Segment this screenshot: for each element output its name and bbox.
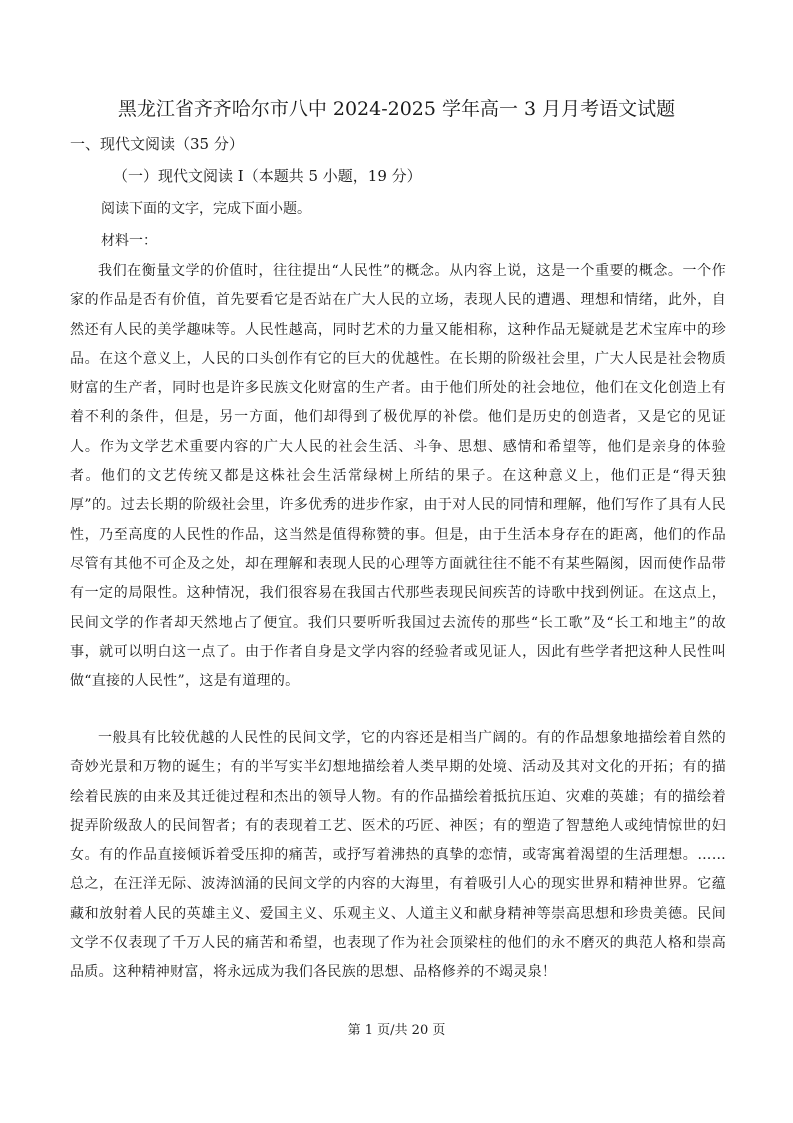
section-heading: 一、现代文阅读（35 分）	[70, 135, 244, 153]
body-paragraph: 一般具有比较优越的人民性的民间文学，它的内容还是相当广阔的。有的作品想象地描绘着自然的奇妙光景和万物的诞生；有的半写实半幻想地描绘着人类早期的处境、活动及其对文化的开拓；有的描绘着民族的由来及其迁徙过程和杰出的领导人物。有的作品描绘着抵抗压迫、灾难的英雄；有的描绘着捉弄阶级敌人的民间智者；有的表现着工艺、医术的巧匠、神医；有的塑造了智慧绝人或纯情惊世的妇女。有的作品直接倾诉着受压抑的痛苦，或抒写着沸热的真挚的恋情，或寄寓着渴望的生活理想。……总之，在汪洋无际、波涛汹涌的民间文学的内容的大海里，有着吸引人心的现实世界和精神世界。它蕴藏和放射着人民的英雄主义、爱国主义、乐观主义、人道主义和献身精神等崇高思想和珍贵美德。民间文学不仅表现了千万人民的痛苦和希望，也表现了作为社会顶梁柱的他们的永不磨灭的典范人格和崇高品质。这种精神财富，将永远成为我们各民族的思想、品格修养的不竭灵泉！	[70, 730, 726, 981]
document-title: 黑龙江省齐齐哈尔市八中 2024-2025 学年高一 3 月月考语文试题	[117, 98, 676, 120]
instruction-text: 阅读下面的文字，完成下面小题。	[101, 201, 311, 217]
body-paragraph: 我们在衡量文学的价值时，往往提出“人民性”的概念。从内容上说，这是一个重要的概念。一个作家的作品是否有价值，首先要看它是否站在广大人民的立场，表现人民的遭遇、理想和情绪，此外，自然还有人民的美学趣味等。人民性越高，同时艺术的力量又能相称，这种作品无疑就是艺术宝库中的珍品。在这个意义上，人民的口头创作有它的巨大的优越性。在长期的阶级社会里，广大人民是社会物质财富的生产者，同时也是许多民族文化财富的生产者。由于他们所处的社会地位，他们在文化创造上有着不利的条件，但是，另一方面，他们却得到了极优厚的补偿。他们是历史的创造者，又是它的见证人。作为文学艺术重要内容的广大人民的社会生活、斗争、思想、感情和希望等，他们是亲身的体验者。他们的文艺传统又都是这株社会生活常绿树上所结的果子。在这种意义上，他们正是“得天独厚”的。过去长期的阶级社会里，许多优秀的进步作家，由于对人民的同情和理解，他们写作了具有人民性，乃至高度的人民性的作品，这当然是值得称赞的事。但是，由于生活本身存在的距离，他们的作品尽管有其他不可企及之处，却在理解和表现人民的心理等方面就往往不能不有某些隔阂，因而使作品带有一定的局限性。这种情况，我们很容易在我国古代那些表现民间疾苦的诗歌中找到例证。在这点上，民间文学的作者却天然地占了便宜。我们只要听听我国过去流传的那些“长工歌”及“长工和地主”的故事，就可以明白这一点了。由于作者自身是文学内容的经验者或见证人，因此有些学者把这种人民性叫做“直接的人民性”，这是有道理的。	[70, 263, 726, 690]
subsection-heading: （一）现代文阅读 I（本题共 5 小题，19 分）	[113, 167, 422, 185]
page-footer: 第 1 页/共 20 页	[347, 1023, 446, 1038]
material-label: 材料一：	[101, 233, 157, 249]
